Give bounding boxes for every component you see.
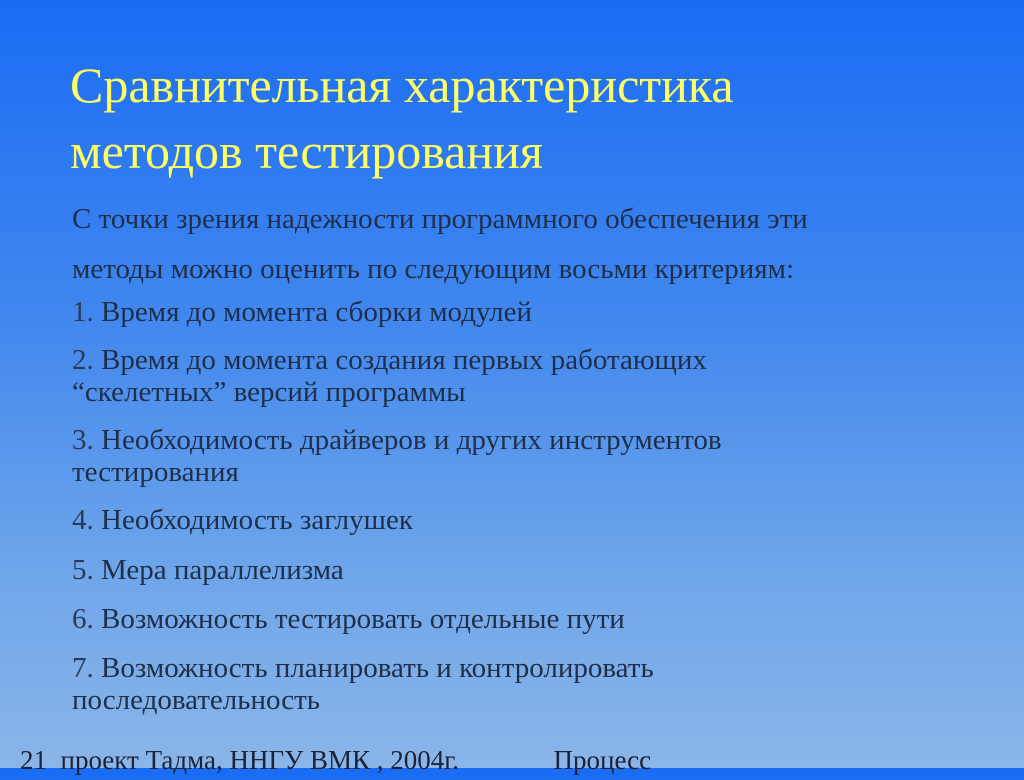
criterion-text-continued: “скелетных” версий программы — [72, 376, 466, 408]
criterion-text-continued: последовательность — [72, 684, 321, 716]
slide-title-line-1: Сравнительная характеристика — [70, 57, 734, 113]
criterion-text: Возможность тестировать отдельные пути — [101, 603, 625, 635]
criterion-number: 1. — [72, 296, 94, 328]
intro-line-2: методы можно оценить по следующим восьми критериям: — [72, 253, 795, 285]
criterion-text: Необходимость драйверов и других инструментов — [101, 424, 722, 456]
criterion-text: Время до момента создания первых работающих — [101, 344, 707, 376]
criterion-5 — [72, 554, 1002, 586]
criterion-number: 4. — [72, 504, 94, 536]
slide-footer: 21 проект Тадма, ННГУ ВМК , 2004г. Процесс — [20, 745, 652, 775]
slide-title-line-2: методов тестирования — [70, 123, 543, 179]
criterion-number: 3. — [72, 424, 94, 456]
criterion-number: 6. — [72, 603, 94, 635]
slide-title — [70, 52, 990, 184]
criterion-3 — [72, 424, 1002, 488]
criterion-text: Время до момента сборки модулей — [101, 296, 533, 328]
criterion-2 — [72, 344, 1002, 408]
criterion-text: Возможность планировать и контролировать — [101, 652, 654, 684]
criterion-number: 7. — [72, 652, 94, 684]
criterion-1 — [72, 296, 1002, 328]
criterion-text: Мера параллелизма — [101, 554, 344, 586]
criterion-text: Необходимость заглушек — [101, 504, 413, 536]
intro-text — [72, 194, 1002, 294]
criterion-7 — [72, 652, 1002, 716]
intro-line-1: С точки зрения надежности программного обеспечения эти — [72, 203, 808, 235]
criterion-text-continued: тестирования — [72, 456, 239, 488]
criterion-6 — [72, 603, 1002, 635]
criterion-number: 5. — [72, 554, 94, 586]
criterion-number: 2. — [72, 344, 94, 376]
criterion-4 — [72, 504, 1002, 536]
